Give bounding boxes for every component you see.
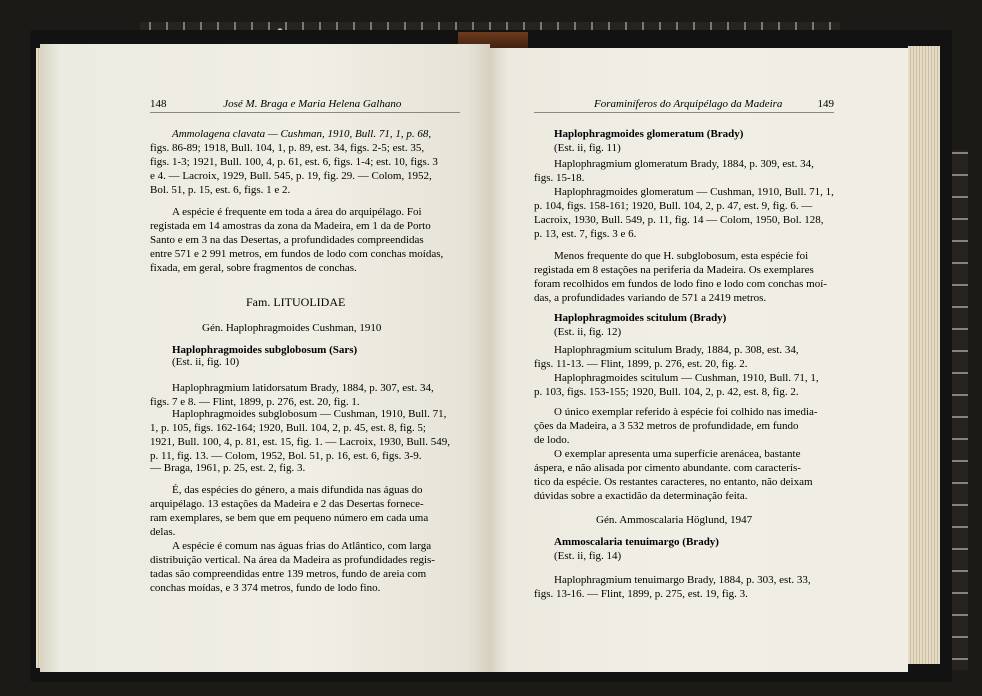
text-line: — Braga, 1961, p. 25, est. 2, fig. 3. xyxy=(150,462,306,474)
text-line: A espécie é frequente em toda a área do arquipélago. Foi xyxy=(172,206,422,218)
text-line: tico da espécie. Os restantes caracteres, no entanto, não deixam xyxy=(534,476,813,488)
text-line: É, das espécies do género, a mais difundida nas águas do xyxy=(172,484,423,496)
text-line: Menos frequente do que H. subglobosum, esta espécie foi xyxy=(554,250,809,262)
text-line: Lacroix, 1930, Bull. 549, p. 11, fig. 14 — Colom, 1950, Bol. 128, xyxy=(534,214,824,226)
species-heading: Haplophragmoides subglobosum (Sars) xyxy=(172,344,358,356)
genus-heading: Gén. Ammoscalaria Höglund, 1947 xyxy=(596,514,753,526)
text-line: Haplophragmium latidorsatum Brady, 1884, p. 307, est. 34, xyxy=(172,382,434,394)
text-line: p. 11, fig. 13. — Colom, 1952, Bol. 51, p. 16, est. 6, figs. 3-9. xyxy=(150,450,422,462)
text-line: p. 103, figs. 153-155; 1920, Bull. 104, 2, p. 42, est. 8, fig. 2. xyxy=(534,386,799,398)
text-line: Haplophragmoides subglobosum — Cushman, 1910, Bull. 71, xyxy=(172,408,447,420)
text-line: figs. 15-18. xyxy=(534,172,585,184)
text-line: Haplophragmoides glomeratum — Cushman, 1910, Bull. 71, 1, xyxy=(554,186,834,198)
text-line: O exemplar apresenta uma superfície arenácea, bastante xyxy=(554,448,801,460)
text-line: arquipélago. 13 estações da Madeira e 2 das Desertas fornece- xyxy=(150,498,424,510)
plate-reference: (Est. ii, fig. 12) xyxy=(554,326,622,338)
text-line: figs. 11-13. — Flint, 1899, p. 276, est. 20, fig. 2. xyxy=(534,358,748,370)
right-running-title: Foraminíferos do Arquipélago da Madeira xyxy=(594,98,783,110)
text-line: Ammolagena clavata — Cushman, 1910, Bull. 71, 1, p. 68, xyxy=(172,128,432,140)
text-line: figs. 7 e 8. — Flint, 1899, p. 276, est. 20, fig. 1. xyxy=(150,396,360,408)
text-line: registada em 14 amostras da zona da Madeira, em 1 da de Porto xyxy=(150,220,431,232)
right-running-head xyxy=(534,98,834,113)
text-line: ções da Madeira, a 3 532 metros de profundidade, em fundo xyxy=(534,420,799,432)
text-line: Bol. 51, p. 15, est. 6, figs. 1 e 2. xyxy=(150,184,291,196)
right-page-number: 149 xyxy=(817,98,834,110)
text-line: áspera, e não alisada por cimento abundante. com caracterís- xyxy=(534,462,801,474)
text-line: O único exemplar referido à espécie foi colhido nas imedia- xyxy=(554,406,818,418)
species-heading: Ammoscalaria tenuimargo (Brady) xyxy=(554,536,719,548)
text-line: Haplophragmoides scitulum — Cushman, 1910, Bull. 71, 1, xyxy=(554,372,819,384)
plate-reference: (Est. ii, fig. 11) xyxy=(554,142,621,154)
text-line: conchas moídas, e 3 374 metros, fundo de lodo fino. xyxy=(150,582,381,594)
text-line: p. 13, est. 7, figs. 3 e 6. xyxy=(534,228,637,240)
text-line: foram recolhidos em fundos de lodo fino e lodo com conchas moí- xyxy=(534,278,827,290)
text-line: 1921, Bull. 100, 4, p. 81, est. 15, fig. 1. — Lacroix, 1930, Bull. 549, xyxy=(150,436,451,448)
text-line: de lodo. xyxy=(534,434,570,446)
plate-reference: (Est. ii, fig. 10) xyxy=(172,356,240,368)
text-line: e 4. — Lacroix, 1929, Bull. 545, p. 19, fig. 29. — Colom, 1952, xyxy=(150,170,432,182)
species-heading: Haplophragmoides scitulum (Brady) xyxy=(554,312,727,324)
text-line: Haplophragmium tenuimargo Brady, 1884, p. 303, est. 33, xyxy=(554,574,811,586)
text-line: entre 571 e 2 991 metros, em fundos de lodo com conchas moídas, xyxy=(150,248,444,260)
genus-heading: Gén. Haplophragmoides Cushman, 1910 xyxy=(202,322,382,334)
left-running-head xyxy=(150,98,460,113)
species-heading: Haplophragmoides glomeratum (Brady) xyxy=(554,128,744,140)
left-page-number: 148 xyxy=(150,98,167,110)
text-line: ram exemplares, se bem que em pequeno número em cada uma xyxy=(150,512,429,524)
text-line: tadas são compreendidas entre 139 metros, fundo de areia com xyxy=(150,568,427,580)
text-line: p. 104, figs. 158-161; 1920, Bull. 104, 2, p. 47, est. 9, fig. 6. — xyxy=(534,200,813,212)
left-running-title: José M. Braga e Maria Helena Galhano xyxy=(223,98,402,110)
text-line: distribuição vertical. Na área da Madeira as profundidades regis- xyxy=(150,554,435,566)
text-line: figs. 86-89; 1918, Bull. 104, 1, p. 89, est. 34, figs. 2-5; est. 35, xyxy=(150,142,425,154)
text-line: registada em 8 estações na periferia da Madeira. Os exemplares xyxy=(534,264,814,276)
text-line: Santo e em 3 na das Desertas, a profundidades compreendidas xyxy=(150,234,424,246)
family-heading: Fam. LITUOLIDAE xyxy=(246,295,346,309)
text-line: A espécie é comum nas águas frias do Atlântico, com larga xyxy=(172,540,432,552)
text-line: 1, p. 105, figs. 162-164; 1920, Bull. 104, 2, p. 45, est. 8, fig. 5; xyxy=(150,422,426,434)
text-line: Haplophragmium glomeratum Brady, 1884, p. 309, est. 34, xyxy=(554,158,814,170)
text-line: dúvidas sobre a exactidão da determinação feita. xyxy=(534,490,748,502)
text-line: figs. 1-3; 1921, Bull. 100, 4, p. 61, est. 6, figs. 1-4; est. 10, figs. 3 xyxy=(150,156,438,168)
text-line: fixada, em geral, sobre fragmentos de conchas. xyxy=(150,262,357,274)
text-line: Haplophragmium scitulum Brady, 1884, p. 308, est. 34, xyxy=(554,344,799,356)
text-line: delas. xyxy=(150,526,176,538)
right-page-edges xyxy=(908,46,940,664)
text-line: figs. 13-16. — Flint, 1899, p. 275, est. 19, fig. 3. xyxy=(534,588,748,600)
text-line: das, a profundidades variando de 571 a 2419 metros. xyxy=(534,292,767,304)
plate-reference: (Est. ii, fig. 14) xyxy=(554,550,622,562)
